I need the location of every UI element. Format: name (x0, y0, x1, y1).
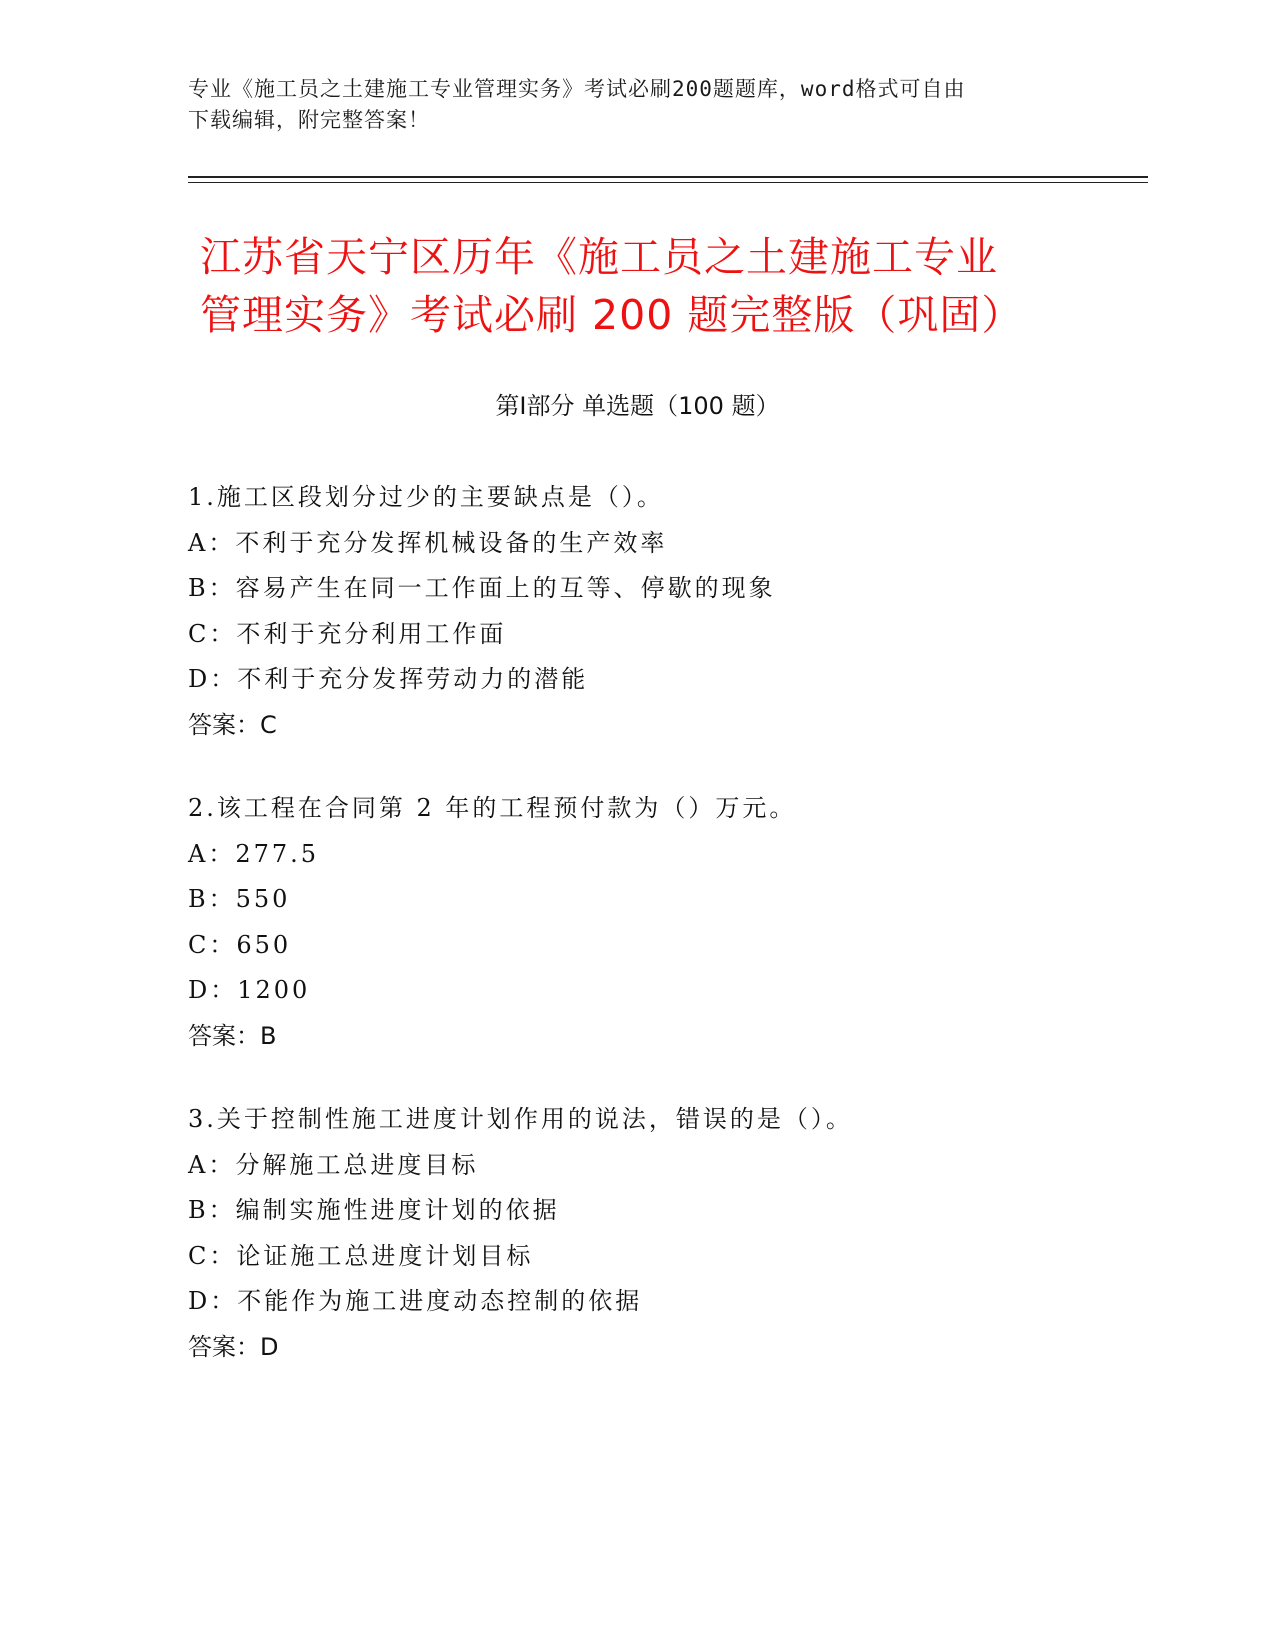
option-b: B：编制实施性进度计划的依据 (188, 1196, 560, 1224)
option-a: A：277.5 (188, 839, 320, 868)
option-d: D：不利于充分发挥劳动力的潜能 (188, 665, 589, 693)
option-a: A：分解施工总进度目标 (188, 1150, 479, 1179)
document-title (200, 228, 1100, 344)
header-divider-thick (188, 176, 1148, 178)
header-note-line: 专业《施工员之土建施工专业管理实务》考试必刷200题题库，word格式可自由 (188, 77, 966, 101)
option-b: B：550 (188, 885, 291, 913)
question-stem: 3.关于控制性施工进度计划作用的说法，错误的是（）。 (188, 1105, 853, 1133)
question-stem: 2.该工程在合同第 2 年的工程预付款为（）万元。 (188, 794, 797, 822)
option-d: D：不能作为施工进度动态控制的依据 (188, 1287, 643, 1315)
document-title-line: 管理实务》考试必刷 200 题完整版（巩固） (200, 291, 1024, 339)
question-item (188, 475, 1088, 748)
section-title: 第Ⅰ部分 单选题（100 题） (495, 392, 780, 420)
answer-line: 答案：D (188, 1332, 279, 1361)
option-d: D：1200 (188, 976, 311, 1004)
answer-line: 答案：C (188, 710, 277, 739)
question-stem: 1.施工区段划分过少的主要缺点是（）。 (188, 483, 664, 511)
header-divider-thin (188, 182, 1148, 183)
option-c: C：不利于充分利用工作面 (188, 619, 507, 648)
header-note-line: 下载编辑，附完整答案！ (188, 108, 430, 132)
header-note (188, 74, 1088, 136)
answer-line: 答案：B (188, 1021, 277, 1050)
question-item (188, 1097, 1088, 1370)
question-item (188, 786, 1088, 1059)
option-a: A：不利于充分发挥机械设备的生产效率 (188, 528, 668, 557)
option-c: C：650 (188, 930, 292, 959)
option-b: B：容易产生在同一工作面上的互等、停歇的现象 (188, 574, 776, 602)
question-list (188, 475, 1088, 1408)
document-title-line: 江苏省天宁区历年《施工员之土建施工专业 (200, 233, 998, 281)
option-c: C：论证施工总进度计划目标 (188, 1241, 534, 1270)
